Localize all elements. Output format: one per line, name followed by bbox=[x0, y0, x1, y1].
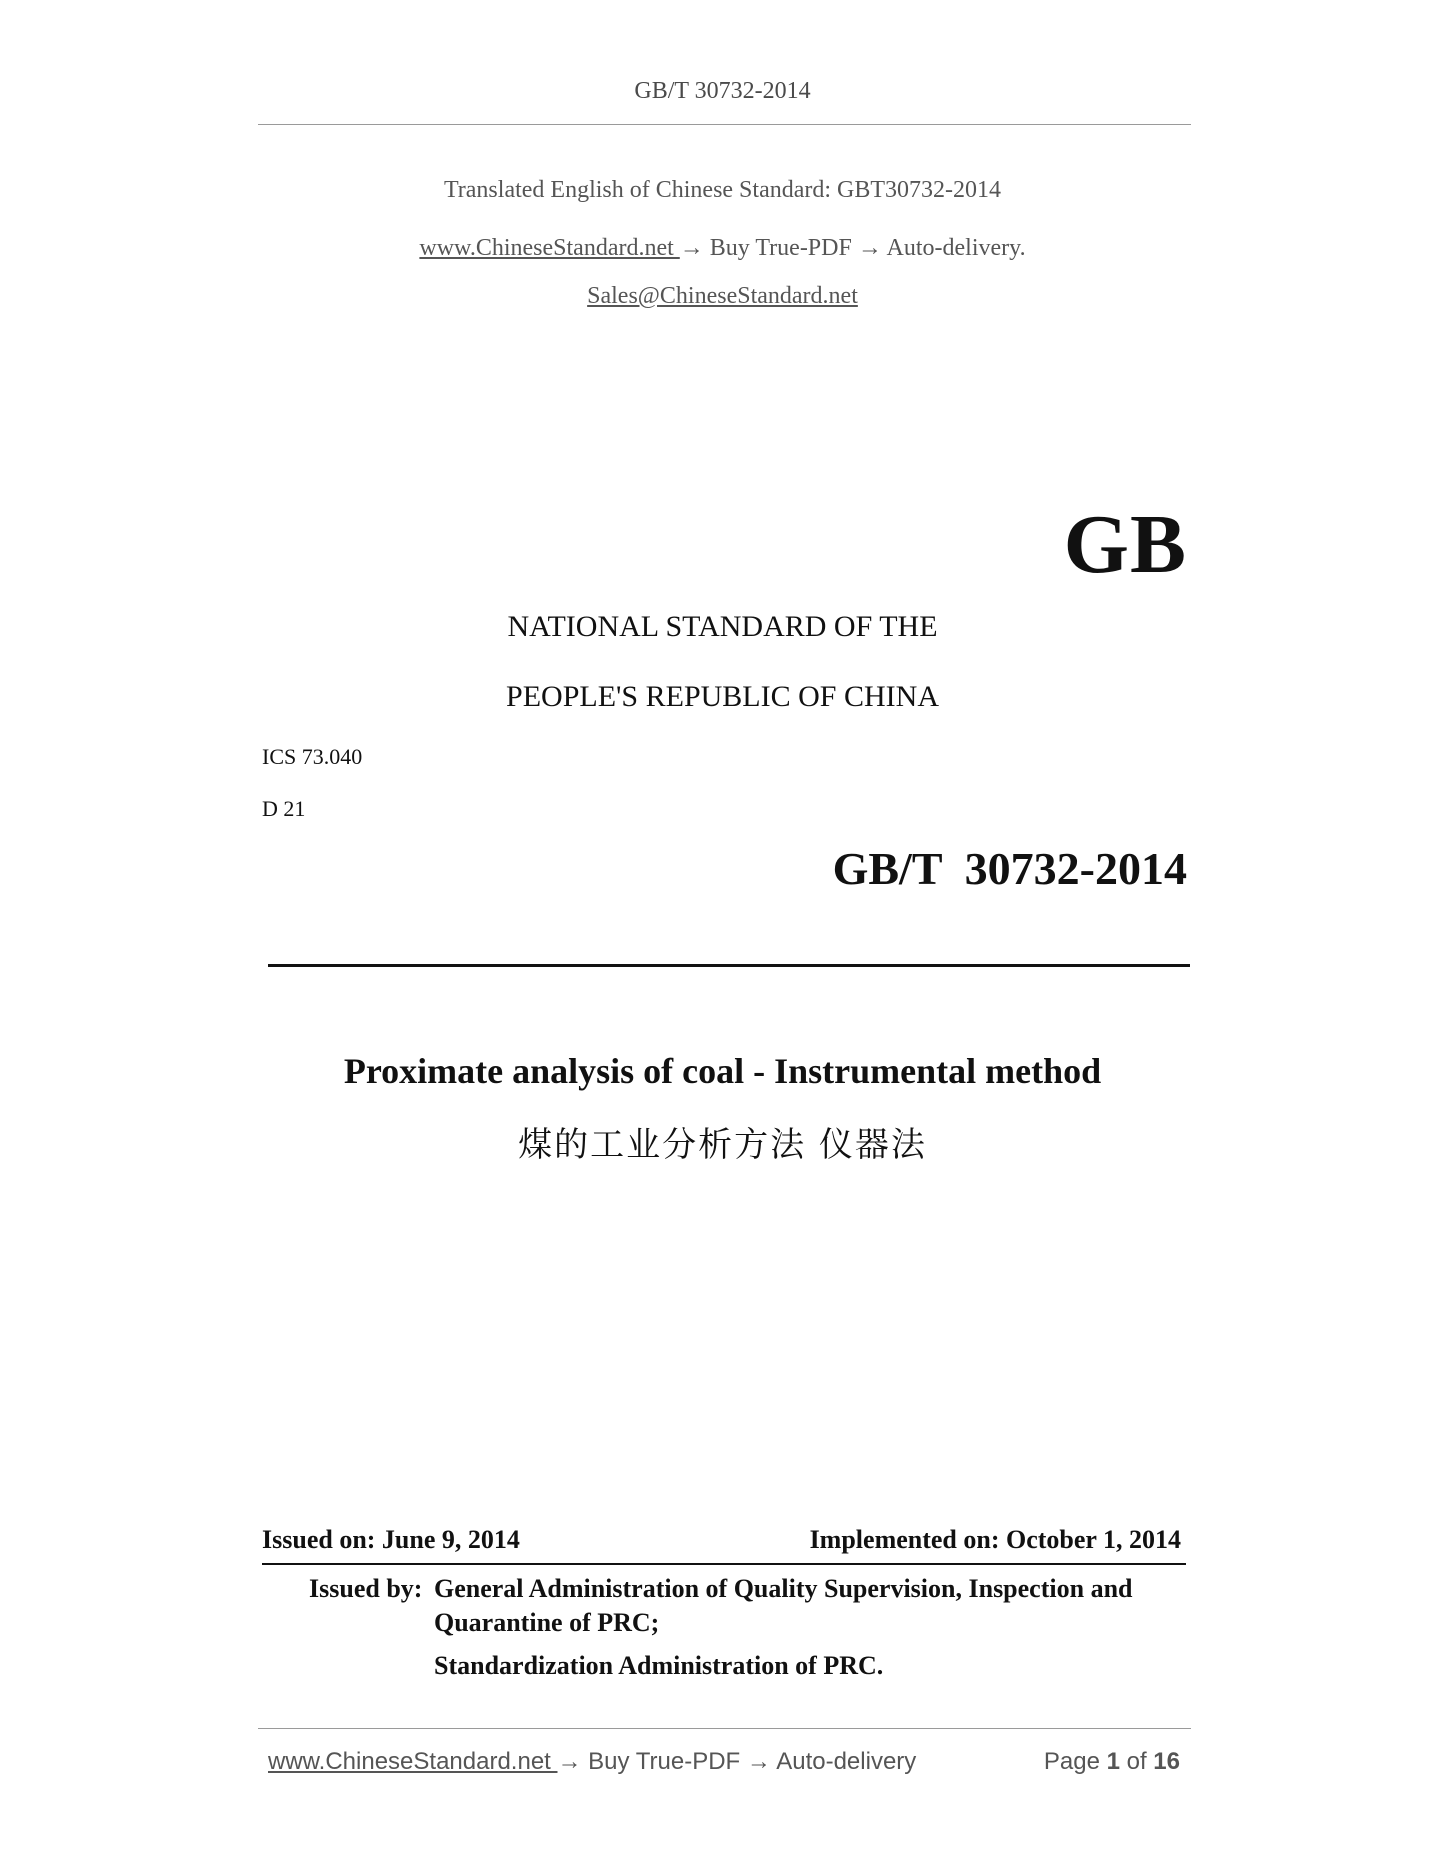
page-number: 1 bbox=[1106, 1748, 1120, 1775]
national-standard-line-1: NATIONAL STANDARD OF THE bbox=[507, 610, 938, 643]
page-indicator bbox=[1044, 1748, 1180, 1776]
sales-line bbox=[0, 283, 1445, 310]
running-header: GB/T 30732-2014 bbox=[634, 78, 811, 104]
issuer-line-3: Standardization Administration of PRC. bbox=[434, 1651, 884, 1680]
issued-by-label: Issued by: bbox=[309, 1574, 423, 1603]
issuer-line-2: Quarantine of PRC; bbox=[434, 1608, 660, 1637]
promo-line bbox=[0, 235, 1445, 262]
header-divider bbox=[258, 124, 1191, 125]
translated-notice: Translated English of Chinese Standard: GBT30732-2014 bbox=[443, 177, 1002, 203]
dates-divider bbox=[262, 1563, 1186, 1565]
ccs-code: D 21 bbox=[262, 796, 306, 821]
national-standard-line-2: PEOPLE'S REPUBLIC OF CHINA bbox=[506, 680, 939, 713]
implemented-on-date: Implemented on: October 1, 2014 bbox=[809, 1525, 1181, 1554]
arrow-icon: → bbox=[746, 1748, 771, 1775]
gb-mark: GB bbox=[1063, 498, 1187, 591]
footer-site-link[interactable]: www.ChineseStandard.net bbox=[268, 1748, 558, 1775]
title-english: Proximate analysis of coal - Instrumental method bbox=[343, 1051, 1102, 1091]
arrow-icon: → bbox=[679, 235, 704, 261]
footer-promo bbox=[268, 1748, 916, 1776]
footer-buy-text: Buy True-PDF bbox=[581, 1748, 747, 1775]
standard-number: GB/T 30732-2014 bbox=[832, 843, 1187, 894]
issuer-line-1: General Administration of Quality Supervision, Inspection and bbox=[434, 1574, 1133, 1603]
sales-email-link[interactable]: Sales@ChineseStandard.net bbox=[587, 283, 858, 309]
footer-delivery-text: Auto-delivery bbox=[770, 1748, 917, 1775]
title-chinese: 煤的工业分析方法 仪器法 bbox=[518, 1125, 927, 1165]
page-label: Page bbox=[1043, 1748, 1107, 1775]
delivery-text: Auto-delivery. bbox=[881, 235, 1026, 261]
of-label: of bbox=[1119, 1748, 1154, 1775]
arrow-icon: → bbox=[857, 235, 882, 261]
footer-divider bbox=[258, 1728, 1191, 1729]
issued-on-date: Issued on: June 9, 2014 bbox=[262, 1525, 520, 1554]
arrow-icon: → bbox=[557, 1748, 582, 1775]
title-divider bbox=[268, 964, 1190, 967]
ics-code: ICS 73.040 bbox=[262, 744, 363, 769]
page-total: 16 bbox=[1153, 1748, 1180, 1775]
site-link[interactable]: www.ChineseStandard.net bbox=[419, 235, 680, 261]
buy-text: Buy True-PDF bbox=[703, 235, 858, 261]
